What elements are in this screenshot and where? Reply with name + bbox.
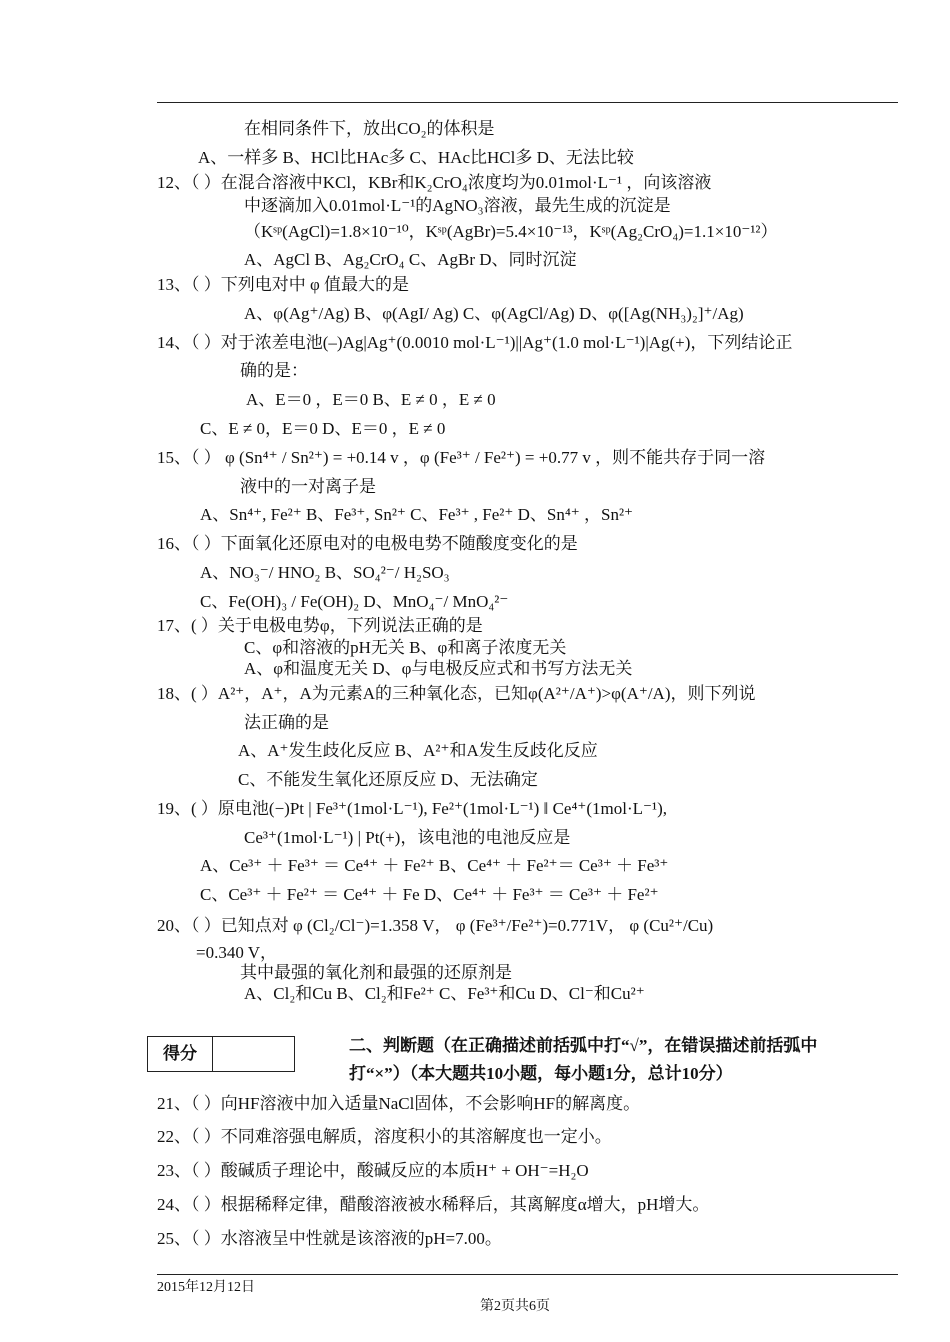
section-heading: 二、判断题（在正确描述前括弧中打“√”，在错误描述前括弧中 <box>349 1036 818 1055</box>
text-line: C、Fe(OH)₃ / Fe(OH)₂ D、MnO₄⁻/ MnO₄²⁻ <box>200 592 509 611</box>
header-rule <box>157 102 898 103</box>
text-line: 中逐滴加入0.01mol·L⁻¹的AgNO₃溶液，最先生成的沉淀是 <box>244 196 671 215</box>
question-18: 18、( ）A²⁺，A⁺，A为元素A的三种氧化态，已知φ(A²⁺/A⁺)>φ(A⁺/A)，则下列说 <box>157 684 756 703</box>
text-line: 在相同条件下，放出CO₂的体积是 <box>244 119 495 138</box>
question-21: 21、（ ）向HF溶液中加入适量NaCl固体，不会影响HF的解离度。 <box>157 1094 641 1113</box>
section-heading-cont: 打“×”）（本大题共10小题，每小题1分，总计10分） <box>349 1064 733 1083</box>
question-23: 23、（ ）酸碱质子理论中，酸碱反应的本质H⁺ + OH⁻=H₂O <box>157 1161 589 1180</box>
question-13: 13、（ ）下列电对中 φ 值最大的是 <box>157 275 410 294</box>
text-line: A、Cl₂和Cu B、Cl₂和Fe²⁺ C、Fe³⁺和Cu D、Cl⁻和Cu²⁺ <box>244 984 645 1003</box>
page-number: 第2页共6页 <box>480 1299 550 1314</box>
footer-date: 2015年12月12日 <box>157 1280 255 1295</box>
text-line: A、A⁺发生歧化反应 B、A²⁺和A发生反歧化反应 <box>238 741 598 760</box>
text-line: 法正确的是 <box>244 713 329 732</box>
text-line: A、NO₃⁻/ HNO₂ B、SO₄²⁻/ H₂SO₃ <box>200 563 450 582</box>
question-17: 17、( ）关于电极电势φ，下列说法正确的是 <box>157 616 483 635</box>
question-25: 25、（ ）水溶液呈中性就是该溶液的pH=7.00。 <box>157 1229 502 1248</box>
text-line: C、不能发生氧化还原反应 D、无法确定 <box>238 770 538 789</box>
question-12: 12、（ ）在混合溶液中KCl，KBr和K₂CrO₄浓度均为0.01mol·L⁻¹ ，向该溶液 <box>157 173 712 192</box>
question-16: 16、（ ）下面氧化还原电对的电极电势不随酸度变化的是 <box>157 534 578 553</box>
footer-rule <box>157 1274 898 1275</box>
question-20: 20、（ ）已知点对 φ (Cl₂/Cl⁻)=1.358 V， φ (Fe³⁺/Fe²⁺)=0.771V， φ (Cu²⁺/Cu) <box>157 916 714 935</box>
text-line: A、一样多 B、HCl比HAc多 C、HAc比HCl多 D、无法比较 <box>198 148 634 167</box>
text-line: A、Ce³⁺ ＋ Fe³⁺ ＝ Ce⁴⁺ ＋ Fe²⁺ B、Ce⁴⁺ ＋ Fe²⁺＝ Ce³⁺ ＋ Fe³⁺ <box>200 856 669 875</box>
text-line: 液中的一对离子是 <box>240 477 376 496</box>
question-15: 15、（ ） φ (Sn⁴⁺ / Sn²⁺) = +0.14 v ，φ (Fe³⁺ / Fe²⁺) = +0.77 v ，则不能共存于同一溶 <box>157 448 766 467</box>
text-line: C、φ和溶液的pH无关 B、φ和离子浓度无关 <box>244 638 567 657</box>
score-box <box>147 1036 295 1072</box>
question-14: 14、（ ）对于浓差电池(–)Ag|Ag⁺(0.0010 mol·L⁻¹)||Ag⁺(1.0 mol·L⁻¹)|Ag(+)，下列结论正 <box>157 333 793 352</box>
question-19: 19、( ）原电池(−)Pt | Fe³⁺(1mol·L⁻¹), Fe²⁺(1mol·L⁻¹) ‖ Ce⁴⁺(1mol·L⁻¹), <box>157 799 667 818</box>
text-line: C、Ce³⁺ ＋ Fe²⁺ ＝ Ce⁴⁺ ＋ Fe D、Ce⁴⁺ ＋ Fe³⁺ ＝ Ce³⁺ ＋ Fe²⁺ <box>200 885 659 904</box>
score-label: 得分 <box>148 1037 213 1071</box>
text-line: A、Sn⁴⁺, Fe²⁺ B、Fe³⁺, Sn²⁺ C、Fe³⁺ , Fe²⁺ D、Sn⁴⁺ ，Sn²⁺ <box>200 505 634 524</box>
text-line: =0.340 V， <box>196 943 278 962</box>
text-line: A、φ(Ag⁺/Ag) B、φ(AgI/ Ag) C、φ(AgCl/Ag) D、φ([Ag(NH₃)₂]⁺/Ag) <box>244 304 744 323</box>
text-line: （Kˢᵖ(AgCl)=1.8×10⁻¹⁰，Kˢᵖ(AgBr)=5.4×10⁻¹³，Kˢᵖ(Ag₂CrO₄)=1.1×10⁻¹²） <box>244 222 778 241</box>
question-22: 22、（ ）不同难溶强电解质，溶度积小的其溶解度也一定小。 <box>157 1127 612 1146</box>
text-line: Ce³⁺(1mol·L⁻¹) | Pt(+)，该电池的电池反应是 <box>244 828 571 847</box>
question-24: 24、（ ）根据稀释定律，醋酸溶液被水稀释后，其离解度α增大，pH增大。 <box>157 1195 710 1214</box>
text-line: A、φ和温度无关 D、φ与电极反应式和书写方法无关 <box>244 659 633 678</box>
text-line: A、AgCl B、Ag₂CrO₄ C、AgBr D、同时沉淀 <box>244 250 577 269</box>
text-line: C、E ≠ 0，E＝0 D、E＝0 ，E ≠ 0 <box>200 419 446 438</box>
text-line: 确的是： <box>240 361 308 380</box>
text-line: 其中最强的氧化剂和最强的还原剂是 <box>240 963 512 982</box>
text-line: A、E＝0 ，E＝0 B、E ≠ 0 ，E ≠ 0 <box>246 390 496 409</box>
